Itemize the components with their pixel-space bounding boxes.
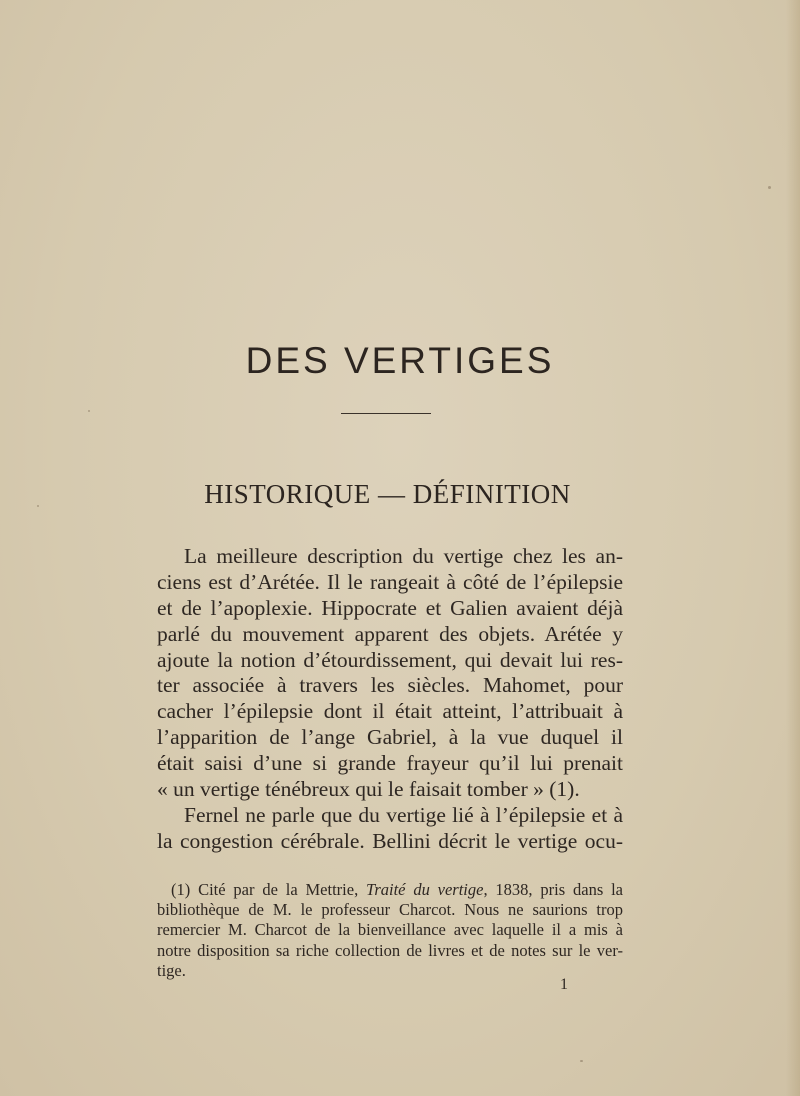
body-line: et de l’apoplexie. Hippocrate et Galien avaient déjà [157, 595, 623, 620]
footnote-line: tige. [157, 960, 186, 980]
body-line: La meilleure description du vertige chez les an- [184, 544, 623, 568]
paper-speck [88, 410, 90, 412]
footnote-line: notre disposition sa riche collection de livres et de notes sur le ver- [157, 940, 623, 960]
title-divider-rule [341, 413, 431, 414]
footnote-text: Cité par de la Mettrie, [190, 880, 367, 899]
body-line: était saisi d’une si grande frayeur qu’il lui prenait [157, 751, 623, 776]
footnote [157, 880, 623, 981]
chapter-title: DES VERTIGES [245, 340, 555, 381]
body-line: la congestion cérébrale. Bellini décrit le vertige ocu- [157, 828, 623, 853]
paper-speck [37, 505, 39, 507]
footnote-cited-title: Traité du vertige [366, 880, 484, 899]
page-edge-shadow [786, 0, 800, 1096]
body-line: ajoute la notion d’étourdissement, qui devait lui res- [157, 647, 623, 672]
page-number: 1 [560, 976, 568, 993]
footnote-line: bibliothèque de M. le professeur Charcot. Nous ne saurions trop [157, 900, 623, 920]
body-line: « un vertige ténébreux qui le faisait tomber » (1). [157, 777, 580, 802]
footnote-line: remercier M. Charcot de la bienveillance avec laquelle il a mis à [157, 920, 623, 940]
body-line: ciens est d’Arétée. Il le rangeait à côté de l’épilepsie [157, 569, 623, 594]
body-line: ter associée à travers les siècles. Mahomet, pour [157, 673, 623, 698]
footnote-marker: (1) [171, 880, 191, 899]
paper-speck [580, 1060, 583, 1062]
body-paragraphs [157, 544, 623, 855]
section-title: HISTORIQUE — DÉFINITION [204, 479, 571, 509]
footnote-text: , 1838, pris dans la [483, 880, 623, 899]
body-line: cacher l’épilepsie dont il était atteint, l’attribuait à [157, 699, 623, 724]
paper-speck [768, 186, 771, 189]
footnote-line [157, 880, 623, 900]
body-line: l’apparition de l’ange Gabriel, à la vue duquel il [157, 725, 623, 750]
body-line: Fernel ne parle que du vertige lié à l’épilepsie et à [184, 802, 623, 827]
body-line: parlé du mouvement apparent des objets. Arétée y [157, 621, 623, 646]
